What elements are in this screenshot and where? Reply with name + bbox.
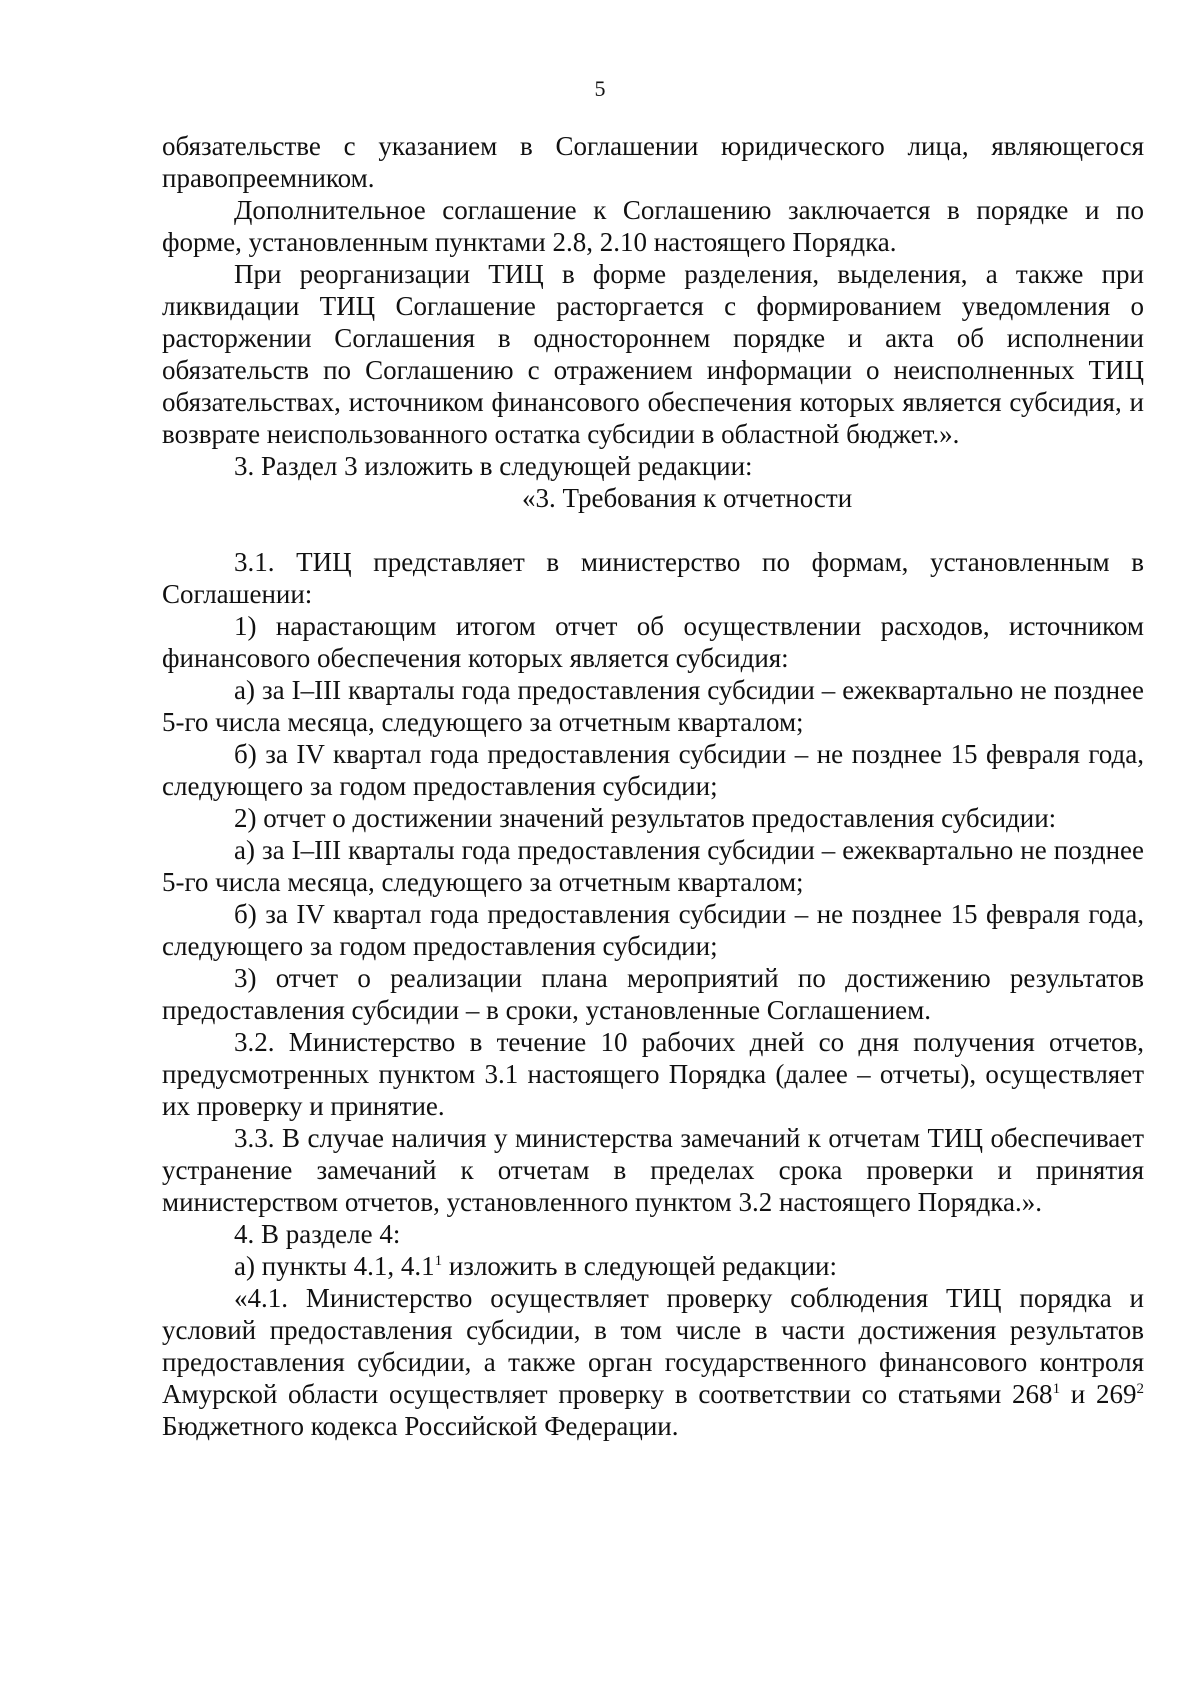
paragraph: 3.1. ТИЦ представляет в министерство по формам, установленным в Соглашении: (162, 547, 1144, 609)
paragraph: а) за I–III кварталы года предоставления субсидии – ежеквартально не позднее 5-го числа месяца, следующего за отчетным кварталом; (162, 835, 1144, 897)
text-run: изложить в следующей редакции: (442, 1251, 837, 1281)
text-run: Бюджетного кодекса Российской Федерации. (162, 1411, 679, 1441)
text-run: «4.1. Министерство осуществляет проверку соблюдения ТИЦ порядка и условий предоставления субсидии, в том числе в части достижения результатов предоставления субсидии, а также орган государственного финансового контроля Амурской области осуществляет проверку в соответствии со статьями 268 (162, 1283, 1144, 1409)
paragraph: Дополнительное соглашение к Соглашению заключается в порядке и по форме, установленным пунктами 2.8, 2.10 настоящего Порядка. (162, 195, 1144, 257)
paragraph: 3.3. В случае наличия у министерства замечаний к отчетам ТИЦ обеспечивает устранение замечаний к отчетам в пределах срока проверки и принятия министерством отчетов, установленного пунктом 3.2 настоящего Порядка.». (162, 1123, 1144, 1217)
document-body (162, 130, 1144, 1442)
paragraph: а) за I–III кварталы года предоставления субсидии – ежеквартально не позднее 5-го числа месяца, следующего за отчетным кварталом; (162, 675, 1144, 737)
paragraph (162, 1282, 1144, 1442)
page-number: 5 (594, 76, 606, 101)
paragraph: 3.2. Министерство в течение 10 рабочих дней со дня получения отчетов, предусмотренных пунктом 3.1 настоящего Порядка (далее – отчеты), осуществляет их проверку и принятие. (162, 1027, 1144, 1121)
paragraph: 2) отчет о достижении значений результатов предоставления субсидии: (234, 803, 1057, 833)
paragraph: б) за IV квартал года предоставления субсидии – не позднее 15 февраля года, следующего за годом предоставления субсидии; (162, 739, 1144, 801)
paragraph: б) за IV квартал года предоставления субсидии – не позднее 15 февраля года, следующего за годом предоставления субсидии; (162, 899, 1144, 961)
paragraph (162, 1250, 1144, 1282)
paragraph: 3) отчет о реализации плана мероприятий по достижению результатов предоставления субсидии – в сроки, установленные Соглашением. (162, 963, 1144, 1025)
paragraph: обязательстве с указанием в Соглашении юридического лица, являющегося правопреемником. (162, 131, 1144, 193)
superscript: 1 (1052, 1381, 1061, 1397)
section-heading: «3. Требования к отчетности (522, 483, 853, 513)
paragraph: 1) нарастающим итогом отчет об осуществлении расходов, источником финансового обеспечения которых является субсидия: (162, 611, 1144, 673)
paragraph: 4. В разделе 4: (234, 1219, 401, 1249)
text-run: и 269 (1060, 1379, 1137, 1409)
superscript: 2 (1136, 1381, 1144, 1397)
superscript: 1 (434, 1253, 443, 1269)
paragraph: При реорганизации ТИЦ в форме разделения, выделения, а также при ликвидации ТИЦ Соглашение расторгается с формированием уведомления о расторжении Соглашения в одностороннем порядке и акта об исполнении обязательств по Соглашению с отражением информации о неисполненных ТИЦ обязательствах, источником финансового обеспечения которых является субсидия, и возврате неиспользованного остатка субсидии в областной бюджет.». (162, 259, 1144, 449)
text-run: а) пункты 4.1, 4.1 (234, 1251, 435, 1281)
paragraph: 3. Раздел 3 изложить в следующей редакции: (234, 451, 753, 481)
